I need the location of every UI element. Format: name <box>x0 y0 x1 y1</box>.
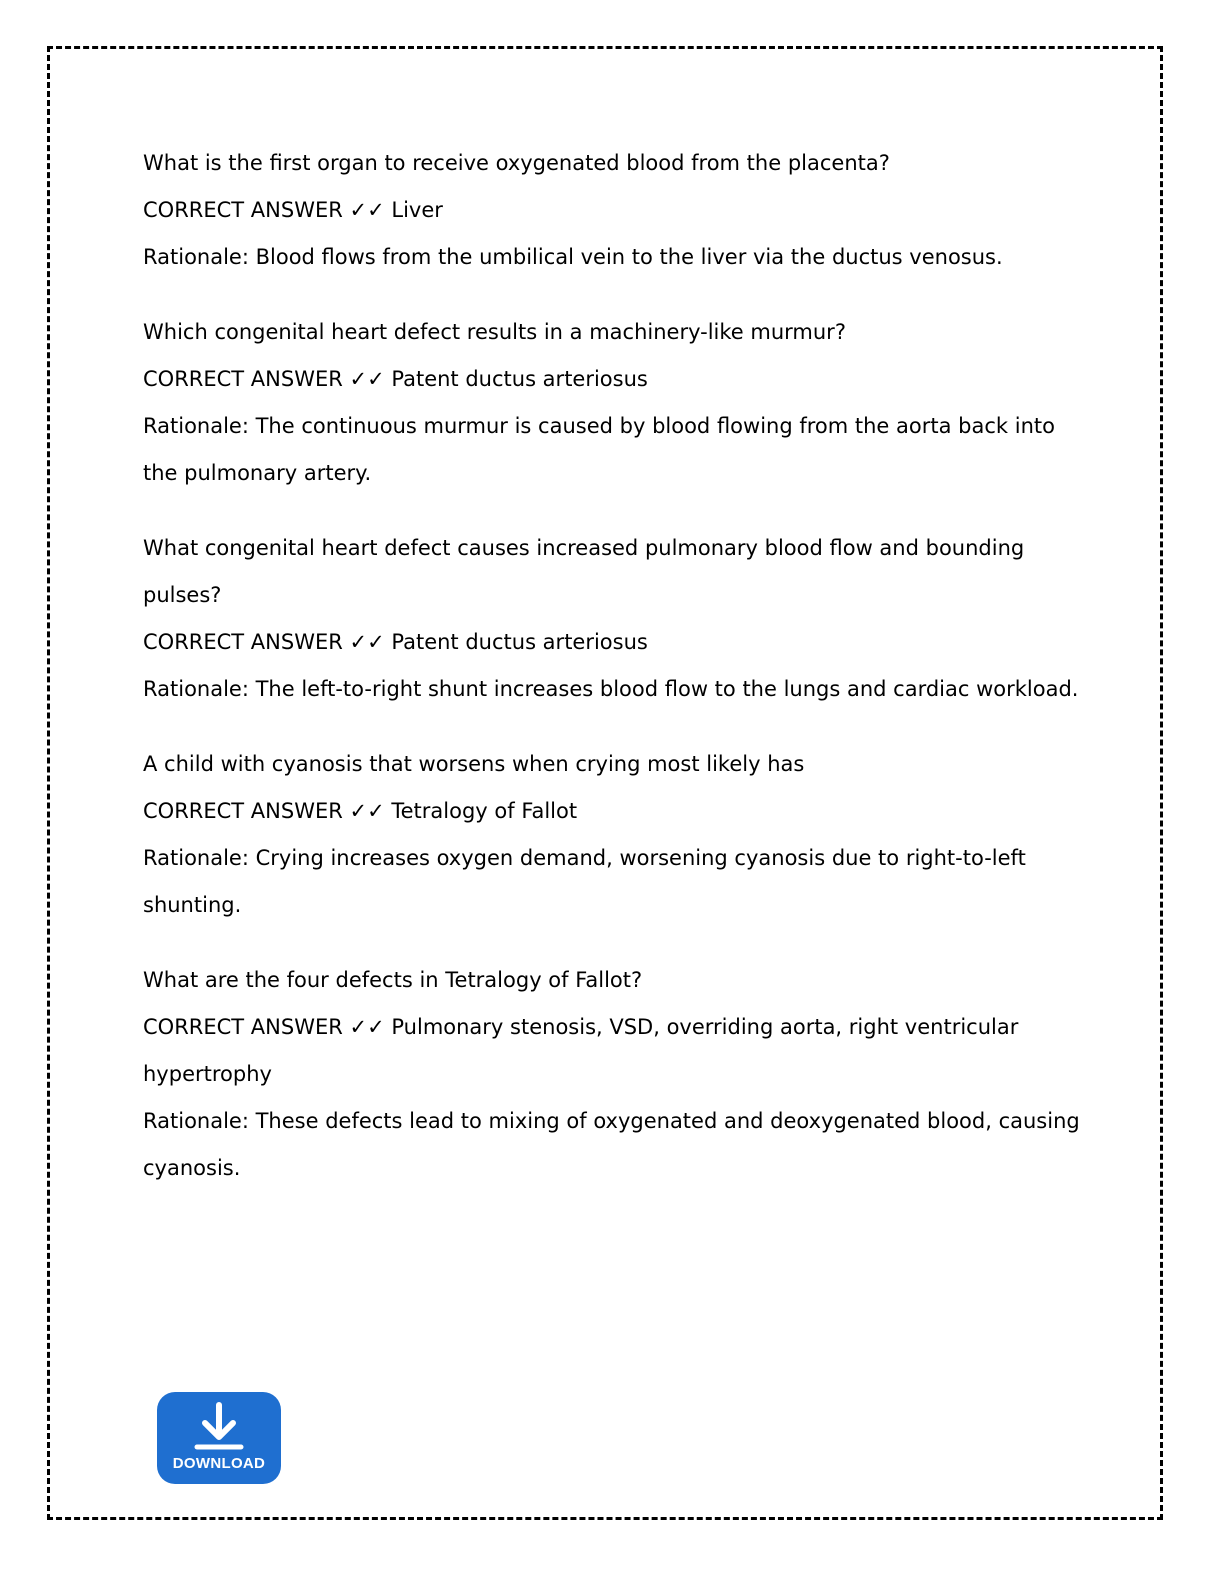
answer-text: CORRECT ANSWER ✓✓ Pulmonary stenosis, VSD, overriding aorta, right ventricular hypertrophy <box>143 1015 1019 1086</box>
qa-item <box>143 525 1083 713</box>
question-text: A child with cyanosis that worsens when crying most likely has <box>143 752 805 776</box>
question-text: What congenital heart defect causes increased pulmonary blood flow and bounding pulses? <box>143 536 1025 607</box>
download-arrow-icon <box>191 1401 247 1453</box>
answer-text: CORRECT ANSWER ✓✓ Patent ductus arteriosus <box>143 630 648 654</box>
qa-item <box>143 309 1083 497</box>
qa-item <box>143 741 1083 929</box>
answer-text: CORRECT ANSWER ✓✓ Tetralogy of Fallot <box>143 799 578 823</box>
question-text: What are the four defects in Tetralogy of Fallot? <box>143 968 643 992</box>
download-button[interactable] <box>157 1392 281 1484</box>
rationale-text: Rationale: The left-to-right shunt increases blood flow to the lungs and cardiac workload. <box>143 677 1079 701</box>
question-text: Which congenital heart defect results in a machinery-like murmur? <box>143 320 846 344</box>
document-content <box>143 140 1083 1220</box>
qa-item <box>143 140 1083 281</box>
answer-text: CORRECT ANSWER ✓✓ Patent ductus arteriosus <box>143 367 648 391</box>
download-label: DOWNLOAD <box>172 1454 266 1472</box>
rationale-text: Rationale: Blood flows from the umbilical vein to the liver via the ductus venosus. <box>143 245 1003 269</box>
question-text: What is the first organ to receive oxygenated blood from the placenta? <box>143 151 890 175</box>
rationale-text: Rationale: These defects lead to mixing of oxygenated and deoxygenated blood, causing cyanosis. <box>143 1109 1080 1180</box>
qa-item <box>143 957 1083 1192</box>
rationale-text: Rationale: The continuous murmur is caused by blood flowing from the aorta back into the pulmonary artery. <box>143 414 1055 485</box>
answer-text: CORRECT ANSWER ✓✓ Liver <box>143 198 443 222</box>
rationale-text: Rationale: Crying increases oxygen demand, worsening cyanosis due to right-to-left shunting. <box>143 846 1026 917</box>
